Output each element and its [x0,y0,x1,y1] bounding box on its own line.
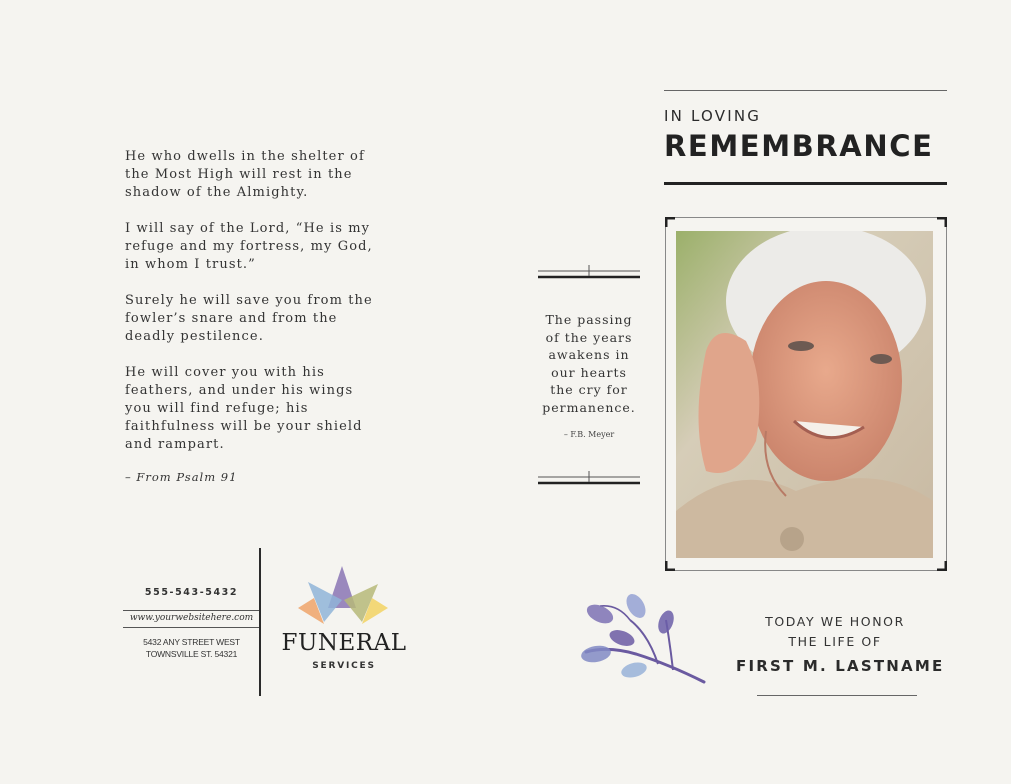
header-top-rule [664,90,947,91]
quote-body: The passing of the years awakens in our hearts the cry for permanence. [542,312,636,415]
psalm-paragraph-1: He who dwells in the shelter of the Most High will rest in the shadow of the Almighty. [125,149,365,200]
phone-number: 555-543-5432 [144,587,239,598]
psalm-source: – From Psalm 91 [125,470,238,484]
honor-line-2: THE LIFE OF [788,634,882,649]
vertical-divider [259,548,261,696]
divider [123,627,260,628]
portrait-photo [676,231,933,558]
psalm-paragraph-2: I will say of the Lord, “He is my refuge and my fortress, my God, in whom I trust.” [125,221,373,272]
deceased-name: FIRST M. LASTNAME [736,657,945,675]
website-link[interactable]: www.yourwebsitehere.com [129,613,254,623]
quote-text [538,311,640,416]
address [123,636,260,660]
header-bottom-rule [664,182,947,185]
psalm-paragraph-3: Surely he will save you from the fowler’s snare and from the deadly pestilence. [125,293,373,344]
logo-subtitle: SERVICES [312,661,376,671]
lotus-logo-icon [296,564,390,628]
leaf-branch-icon [578,584,708,686]
psalm-text [125,148,385,486]
logo-wordmark: FUNERAL [281,630,407,656]
quote-top-rule [538,264,640,280]
honor-line-1: TODAY WE HONOR [765,614,905,629]
header-eyebrow: IN LOVING [664,107,762,125]
name-underline [757,695,917,696]
address-line-2: TOWNSVILLE ST. 54321 [145,649,238,659]
quote-bottom-rule [538,470,640,486]
quote-author: – F.B. Meyer [563,430,615,439]
address-line-1: 5432 ANY STREET WEST [143,637,240,647]
page-title: REMEMBRANCE [664,129,934,163]
divider [123,610,260,611]
psalm-paragraph-4: He will cover you with his feathers, and under his wings you will find refuge; his faithfulness will be your shield and rampart. [125,365,363,452]
